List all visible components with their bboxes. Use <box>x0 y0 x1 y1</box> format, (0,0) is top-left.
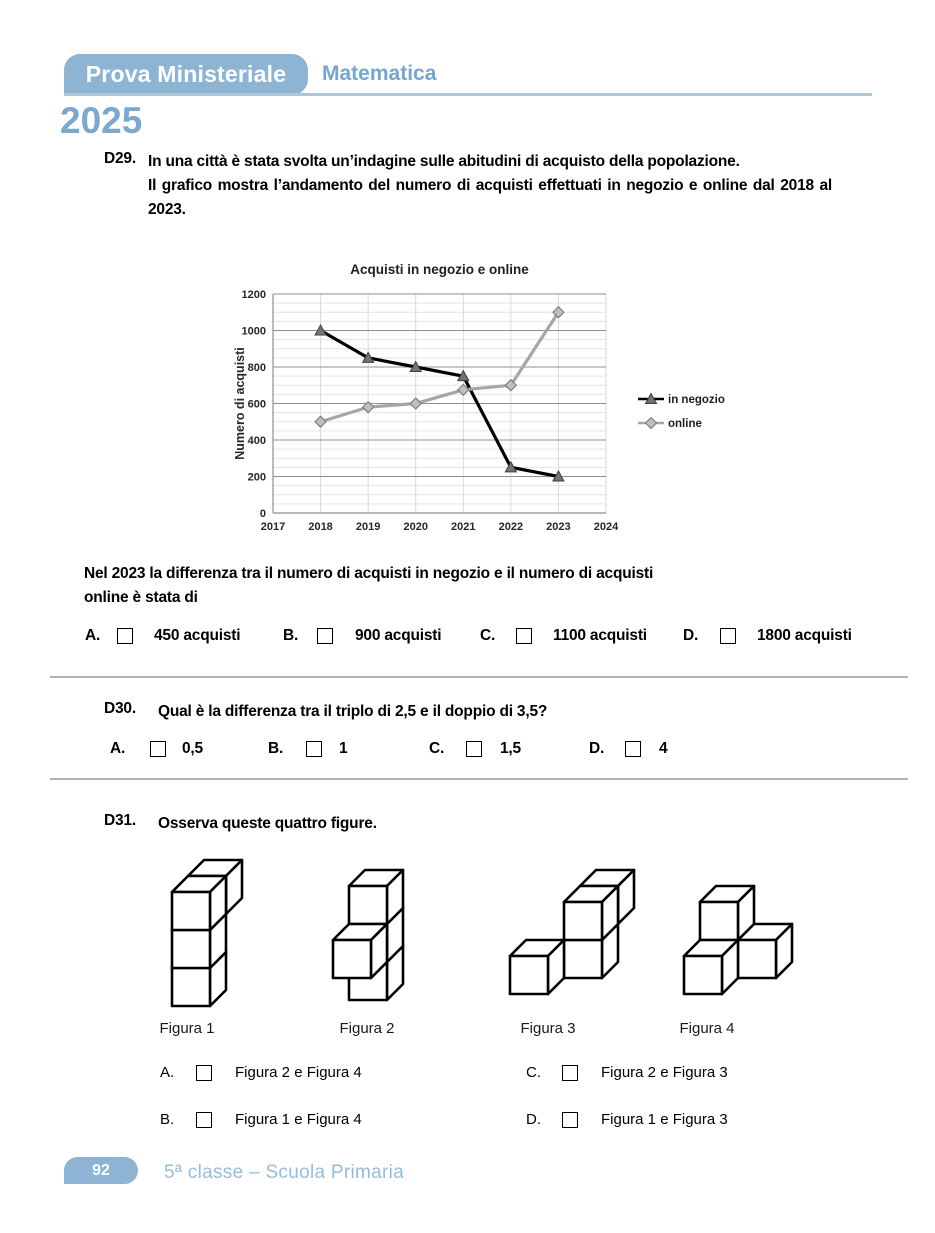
d30-option-b-letter: B. <box>268 740 284 757</box>
subject-title: Matematica <box>322 62 437 85</box>
figure-2-label: Figura 2 <box>339 1020 395 1037</box>
d29-option-c-letter: C. <box>480 627 496 644</box>
d30-option-d-checkbox[interactable] <box>625 741 641 757</box>
d29-option-d-label: 1800 acquisti <box>757 627 852 644</box>
figure-2-drawing <box>327 858 467 1024</box>
d30-option-b-label: 1 <box>339 740 348 757</box>
d29-option-b-label: 900 acquisti <box>355 627 442 644</box>
question-d29-prompt: Nel 2023 la differenza tra il numero di acquisti in negozio e il numero di acquisti online è stata di <box>84 565 654 606</box>
figure-4-drawing <box>678 836 818 1002</box>
footer-label: 5ª classe – Scuola Primaria <box>164 1162 405 1183</box>
d29-option-a-label: 450 acquisti <box>154 627 241 644</box>
d29-option-a-letter: A. <box>85 627 101 644</box>
d29-option-c-checkbox[interactable] <box>516 628 532 644</box>
d31-option-c-letter: C. <box>526 1064 541 1081</box>
svg-text:Numero di acquisti: Numero di acquisti <box>233 347 247 460</box>
figure-1-label: Figura 1 <box>159 1020 215 1037</box>
page-number: 92 <box>92 1161 110 1179</box>
d30-option-b-checkbox[interactable] <box>306 741 322 757</box>
svg-text:800: 800 <box>247 362 266 374</box>
svg-text:2024: 2024 <box>593 521 619 533</box>
page-number-badge <box>64 1157 138 1184</box>
d30-option-a-letter: A. <box>110 740 126 757</box>
svg-text:0: 0 <box>259 508 266 520</box>
figure-3-label: Figura 3 <box>520 1020 576 1037</box>
d30-option-a-label: 0,5 <box>182 740 203 757</box>
d30-option-c-label: 1,5 <box>500 740 521 757</box>
svg-text:600: 600 <box>247 398 266 411</box>
svg-text:200: 200 <box>247 471 266 484</box>
svg-text:2023: 2023 <box>546 521 571 533</box>
d31-option-c-label: Figura 2 e Figura 3 <box>601 1064 728 1081</box>
question-d30-number: D30. <box>104 700 136 717</box>
svg-text:Acquisti in negozio e online: Acquisti in negozio e online <box>350 262 529 277</box>
d29-option-d-checkbox[interactable] <box>720 628 736 644</box>
svg-text:online: online <box>668 418 702 430</box>
svg-text:400: 400 <box>247 435 266 447</box>
svg-text:2021: 2021 <box>451 521 476 533</box>
d30-option-c-checkbox[interactable] <box>466 741 482 757</box>
question-d29-number: D29. <box>104 150 136 167</box>
d30-option-a-checkbox[interactable] <box>150 741 166 757</box>
header-underline <box>64 93 872 96</box>
question-d29-paragraph-2: Il grafico mostra l’andamento del numero di acquisti effettuati in negozio e online dal 2018 al 2023. <box>148 177 832 218</box>
d29-option-c-label: 1100 acquisti <box>553 627 647 644</box>
d31-option-a-letter: A. <box>160 1064 175 1081</box>
d31-option-d-checkbox[interactable] <box>562 1112 578 1128</box>
svg-text:2020: 2020 <box>403 521 428 533</box>
svg-text:2017: 2017 <box>260 521 286 533</box>
section-divider <box>50 778 908 780</box>
figure-1-drawing <box>166 848 306 1014</box>
d31-option-d-label: Figura 1 e Figura 3 <box>601 1111 728 1128</box>
svg-text:1000: 1000 <box>241 325 266 338</box>
svg-text:2018: 2018 <box>308 521 333 533</box>
d31-option-b-label: Figura 1 e Figura 4 <box>235 1111 362 1128</box>
figure-3-drawing <box>504 836 644 1002</box>
svg-text:in negozio: in negozio <box>668 394 725 406</box>
section-divider <box>50 676 908 678</box>
header-tab-label: Prova Ministeriale <box>85 61 287 87</box>
question-d29-text <box>148 150 832 222</box>
d31-option-b-letter: B. <box>160 1111 175 1128</box>
question-d29-paragraph-1: In una città è stata svolta un’indagine sulle abitudini di acquisto della popolazione. <box>148 153 740 170</box>
d31-option-a-checkbox[interactable] <box>196 1065 212 1081</box>
d30-option-d-label: 4 <box>659 740 668 757</box>
svg-text:2019: 2019 <box>355 521 381 533</box>
d29-option-b-letter: B. <box>283 627 299 644</box>
d29-option-d-letter: D. <box>683 627 699 644</box>
purchases-line-chart <box>230 256 730 548</box>
header-tab <box>64 54 308 95</box>
year-title: 2025 <box>60 100 143 141</box>
svg-text:1200: 1200 <box>241 289 266 301</box>
svg-text:2022: 2022 <box>498 521 524 533</box>
d31-option-a-label: Figura 2 e Figura 4 <box>235 1064 362 1081</box>
d31-option-c-checkbox[interactable] <box>562 1065 578 1081</box>
question-d30-text: Qual è la differenza tra il triplo di 2,5 e il doppio di 3,5? <box>158 703 548 720</box>
figure-4-label: Figura 4 <box>679 1020 735 1037</box>
question-d31-text: Osserva queste quattro figure. <box>158 815 377 832</box>
d29-option-b-checkbox[interactable] <box>317 628 333 644</box>
d29-option-a-checkbox[interactable] <box>117 628 133 644</box>
d31-option-d-letter: D. <box>526 1111 541 1128</box>
d30-option-d-letter: D. <box>589 740 605 757</box>
question-d31-number: D31. <box>104 812 136 829</box>
d31-option-b-checkbox[interactable] <box>196 1112 212 1128</box>
d30-option-c-letter: C. <box>429 740 445 757</box>
